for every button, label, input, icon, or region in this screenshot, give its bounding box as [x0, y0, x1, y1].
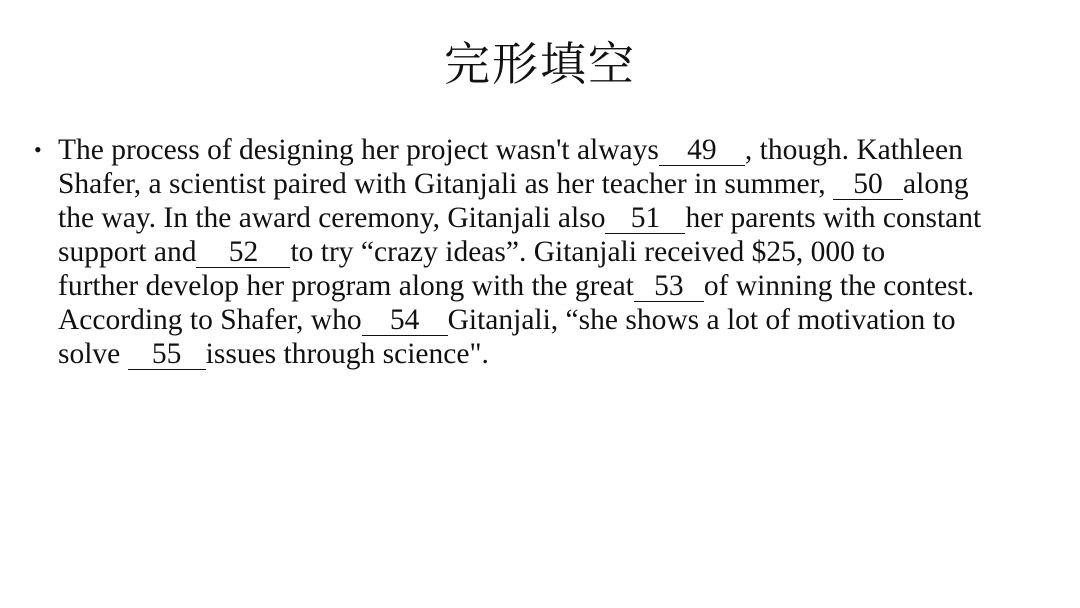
line-2-text-after: along	[903, 168, 969, 200]
line-5-text-after: of winning the contest.	[703, 270, 975, 302]
line-6-text-before: According to Shafer, who	[58, 304, 362, 336]
text-line-6	[58, 303, 1046, 337]
blank-52: 52	[196, 237, 290, 268]
text-line-2	[58, 167, 1046, 201]
bullet-dot-icon: •	[34, 137, 42, 162]
line-5-text-before: further develop her program along with the great	[58, 270, 634, 302]
line-2-text-before: Shafer, a scientist paired with Gitanjali as her teacher in summer,	[58, 168, 834, 200]
text-line-5	[58, 269, 1046, 303]
line-3-text-before: the way. In the award ceremony, Gitanjali also	[58, 202, 606, 234]
blank-51: 51	[605, 203, 685, 234]
blank-50: 50	[833, 169, 903, 200]
line-3-text-after: her parents with constant	[685, 202, 982, 234]
paragraph-text	[58, 133, 1046, 371]
line-1-text-after: , though. Kathleen	[744, 134, 963, 166]
slide-body	[34, 133, 1046, 371]
text-line-7	[58, 337, 1046, 371]
slide-title: 完形填空	[444, 37, 636, 91]
line-4-text-after: to try “crazy ideas”. Gitanjali received $25, 000 to	[290, 236, 886, 268]
text-line-1	[58, 133, 1046, 167]
blank-53: 53	[634, 271, 704, 302]
line-6-text-after: Gitanjali, “she shows a lot of motivation to	[447, 304, 956, 336]
text-line-3	[58, 201, 1046, 235]
line-4-text-before: support and	[58, 236, 197, 268]
line-7-text-after: issues through science".	[205, 338, 489, 370]
bullet-paragraph	[34, 133, 1046, 371]
line-1-text-before: The process of designing her project wasn't always	[58, 134, 659, 166]
line-7-text-before: solve	[58, 338, 128, 370]
blank-54: 54	[362, 305, 448, 336]
blank-49: 49	[659, 135, 745, 166]
blank-55: 55	[128, 339, 206, 370]
text-line-4	[58, 235, 1046, 269]
